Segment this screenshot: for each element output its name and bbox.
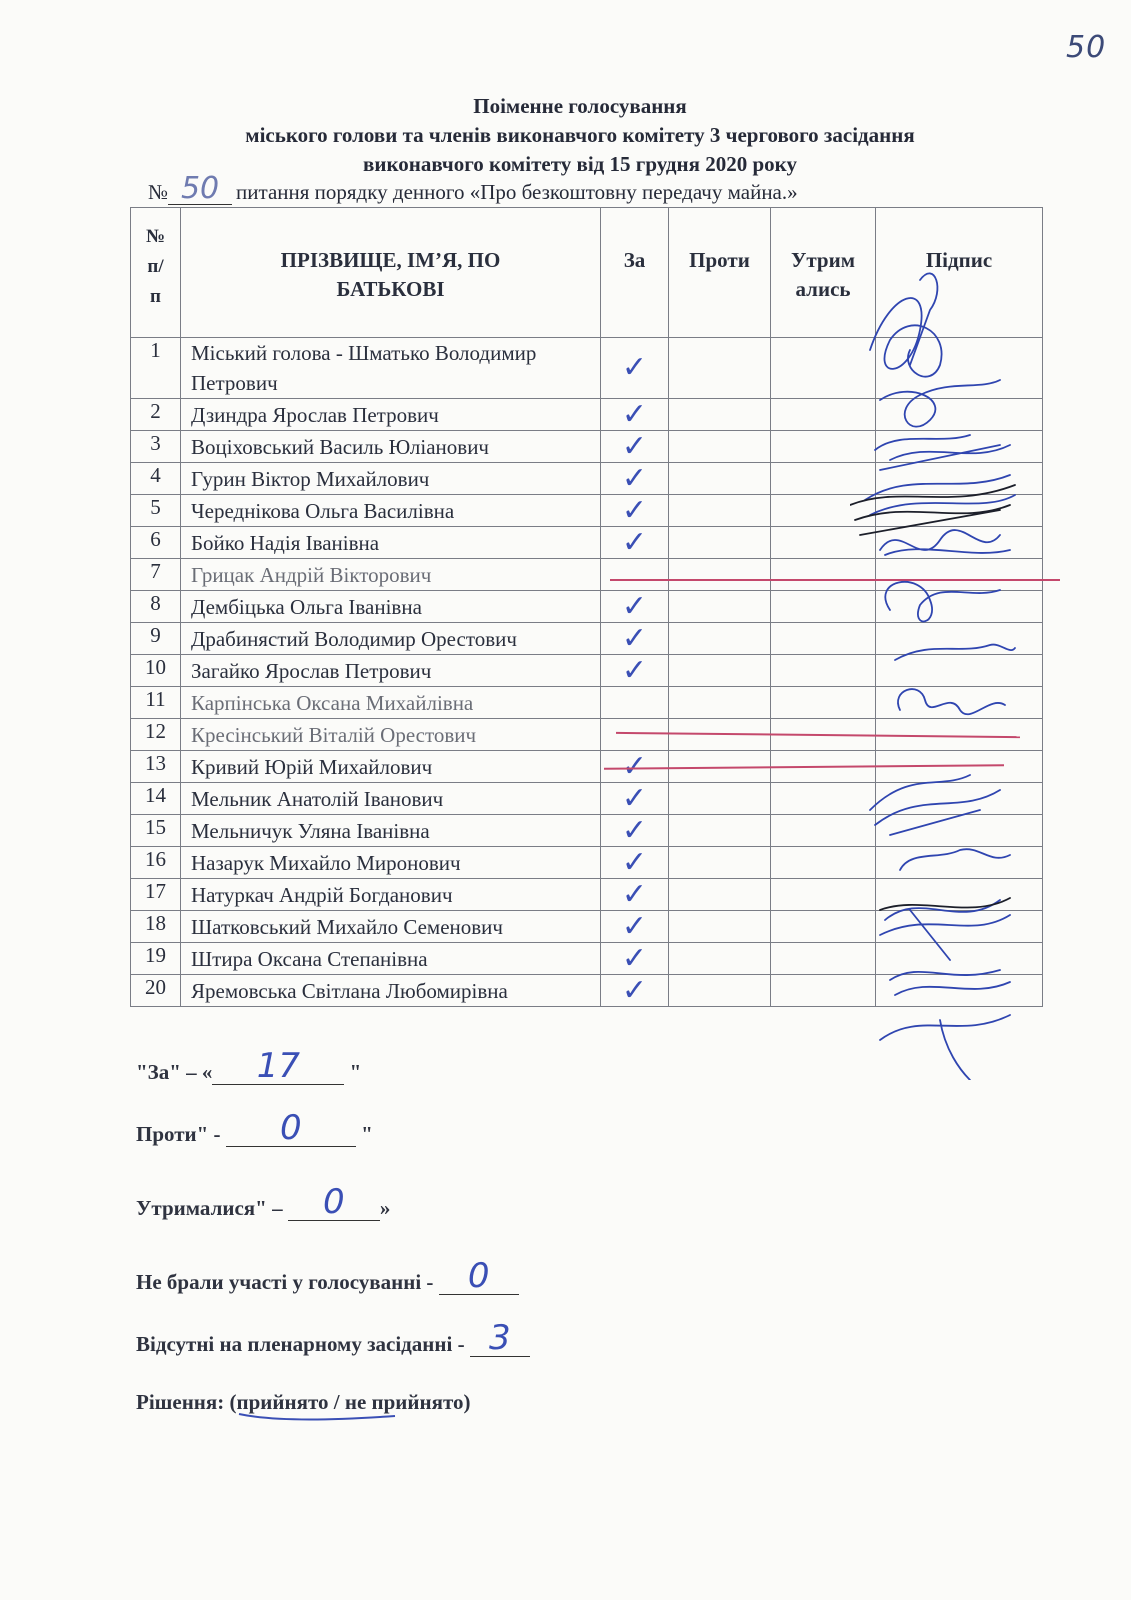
vote-against-cell — [669, 783, 771, 815]
member-name: Дзиндра Ярослав Петрович — [181, 399, 601, 431]
checkmark-icon: ✓ — [621, 812, 648, 848]
member-name: Драбинястий Володимир Орестович — [181, 623, 601, 655]
member-name: Назарук Михайло Миронович — [181, 847, 601, 879]
header-number — [131, 208, 181, 338]
title-line-3: виконавчого комітету від 15 грудня 2020 року — [363, 152, 797, 176]
member-name: Натуркач Андрій Богданович — [181, 879, 601, 911]
vote-for-mark — [601, 972, 669, 1008]
member-name: Карпінська Оксана Михайлівна — [181, 687, 601, 719]
agenda-item-topic: питання порядку денного «Про безкоштовну передачу майна.» — [236, 180, 798, 204]
checkmark-icon: ✓ — [621, 350, 648, 385]
vote-for-mark — [601, 812, 669, 848]
header-abstained-text: Утрим ались — [790, 248, 856, 301]
row-number: 2 — [131, 399, 181, 431]
row-number: 19 — [131, 943, 181, 975]
vote-against-cell — [669, 527, 771, 559]
totals-against-label-end: " — [355, 1122, 373, 1146]
row-number: 16 — [131, 847, 181, 879]
vote-against-cell — [669, 399, 771, 431]
header-number-text: № п/ п — [145, 226, 166, 307]
header-signature: Підпис — [876, 208, 1043, 338]
item-number-prefix: № — [148, 180, 169, 204]
vote-for-mark — [601, 908, 669, 944]
vote-against-cell — [669, 623, 771, 655]
decision-adopted-text: прийнято / н — [236, 1390, 357, 1414]
row-number: 15 — [131, 815, 181, 847]
vote-against-cell — [669, 975, 771, 1007]
checkmark-icon: ✓ — [621, 588, 648, 624]
vote-for-mark — [601, 687, 669, 719]
row-number: 13 — [131, 751, 181, 783]
row-number: 9 — [131, 623, 181, 655]
vote-for-mark — [601, 338, 669, 399]
member-name: Бойко Надія Іванівна — [181, 527, 601, 559]
title-line-2: міського голови та членів виконавчого комітету 3 чергового засідання — [245, 123, 915, 147]
signatures-scribble — [850, 270, 1020, 1080]
vote-against-cell — [669, 687, 771, 719]
checkmark-icon: ✓ — [621, 492, 648, 528]
decision-line — [136, 1390, 470, 1415]
member-name: Кривий Юрій Михайлович — [181, 751, 601, 783]
row-number: 18 — [131, 911, 181, 943]
checkmark-icon: ✓ — [621, 396, 648, 432]
checkmark-icon: ✓ — [621, 844, 648, 880]
row-number: 4 — [131, 463, 181, 495]
checkmark-icon: ✓ — [621, 460, 648, 496]
vote-for-mark — [601, 588, 669, 624]
vote-for-mark — [601, 719, 669, 751]
totals-for-label: "За" – « — [136, 1060, 213, 1084]
vote-against-cell — [669, 431, 771, 463]
member-name: Дембіцька Ольга Іванівна — [181, 591, 601, 623]
decision-adopted-underlined — [237, 1390, 357, 1414]
totals-against — [136, 1108, 373, 1148]
row-number: 17 — [131, 879, 181, 911]
row-number: 12 — [131, 719, 181, 751]
vote-against-cell — [669, 879, 771, 911]
header-for: За — [601, 208, 669, 338]
checkmark-icon: ✓ — [621, 940, 648, 976]
vote-for-mark — [601, 428, 669, 464]
vote-against-cell — [669, 495, 771, 527]
checkmark-icon: ✓ — [621, 780, 648, 816]
row-number: 14 — [131, 783, 181, 815]
totals-absent — [136, 1318, 530, 1358]
totals-not-voting-label: Не брали участі у голосуванні - — [136, 1270, 439, 1294]
checkmark-icon: ✓ — [621, 908, 648, 944]
checkmark-icon: ✓ — [621, 652, 648, 688]
handwritten-underline — [237, 1410, 397, 1424]
member-name: Загайко Ярослав Петрович — [181, 655, 601, 687]
row-number: 10 — [131, 655, 181, 687]
header-full-name: ПРІЗВИЩЕ, ІМ’Я, ПО БАТЬКОВІ — [181, 208, 601, 338]
checkmark-icon: ✓ — [621, 972, 648, 1008]
member-name: Воціховський Василь Юліанович — [181, 431, 601, 463]
row-number: 8 — [131, 591, 181, 623]
document-title — [130, 92, 1030, 179]
vote-for-mark — [601, 524, 669, 560]
totals-for-label-end: " — [344, 1060, 362, 1084]
vote-for-mark — [601, 940, 669, 976]
totals-abstained-value: 0 — [288, 1188, 380, 1221]
vote-against-cell — [669, 847, 771, 879]
checkmark-icon: ✓ — [621, 428, 648, 464]
handwritten-item-number: 50 — [168, 178, 232, 205]
member-name: Гурин Віктор Михайлович — [181, 463, 601, 495]
checkmark-icon: ✓ — [621, 748, 648, 784]
decision-label: Рішення: ( — [136, 1390, 237, 1414]
title-line-1: Поіменне голосування — [473, 94, 687, 118]
row-number: 6 — [131, 527, 181, 559]
vote-for-mark — [601, 652, 669, 688]
row-number: 1 — [131, 338, 181, 399]
vote-for-mark — [601, 780, 669, 816]
totals-abstained-label: Утрималися" – — [136, 1196, 288, 1220]
vote-against-cell — [669, 911, 771, 943]
totals-absent-label: Відсутні на пленарному засіданні - — [136, 1332, 470, 1356]
checkmark-icon: ✓ — [621, 524, 648, 560]
row-number: 11 — [131, 687, 181, 719]
vote-against-cell — [669, 338, 771, 399]
totals-for — [136, 1046, 362, 1086]
vote-against-cell — [669, 559, 771, 591]
member-name: Шатковський Михайло Семенович — [181, 911, 601, 943]
member-name: Штира Оксана Степанівна — [181, 943, 601, 975]
vote-for-mark — [601, 559, 669, 591]
totals-abstained-label-end: » — [379, 1196, 391, 1220]
vote-against-cell — [669, 463, 771, 495]
vote-against-cell — [669, 655, 771, 687]
vote-for-mark — [601, 492, 669, 528]
vote-for-mark — [601, 396, 669, 432]
totals-not-voting-value: 0 — [439, 1262, 519, 1295]
member-name: Міський голова - Шматько Володимир Петрович — [181, 338, 601, 399]
member-name: Мельничук Уляна Іванівна — [181, 815, 601, 847]
agenda-item-line — [148, 171, 798, 206]
decision-rest: е прийнято) — [356, 1390, 471, 1414]
member-name: Мельник Анатолій Іванович — [181, 783, 601, 815]
handwritten-page-number: 50 — [1066, 30, 1107, 65]
vote-against-cell — [669, 943, 771, 975]
row-number: 7 — [131, 559, 181, 591]
vote-for-mark — [601, 876, 669, 912]
totals-against-value: 0 — [226, 1114, 356, 1147]
totals-against-label: Проти" - — [136, 1122, 226, 1146]
checkmark-icon: ✓ — [621, 876, 648, 912]
member-name: Череднікова Ольга Василівна — [181, 495, 601, 527]
vote-for-mark — [601, 460, 669, 496]
vote-for-mark — [601, 620, 669, 656]
row-number: 20 — [131, 975, 181, 1007]
header-against: Проти — [669, 208, 771, 338]
row-number: 3 — [131, 431, 181, 463]
row-number: 5 — [131, 495, 181, 527]
vote-against-cell — [669, 591, 771, 623]
totals-for-value: 17 — [212, 1052, 344, 1085]
member-name: Яремовська Світлана Любомирівна — [181, 975, 601, 1007]
totals-absent-value: 3 — [470, 1324, 530, 1357]
member-name: Грицак Андрій Вікторович — [181, 559, 601, 591]
checkmark-icon: ✓ — [621, 620, 648, 656]
vote-against-cell — [669, 815, 771, 847]
totals-abstained — [136, 1182, 391, 1222]
member-name: Кресінський Віталій Орестович — [181, 719, 601, 751]
vote-for-mark — [601, 844, 669, 880]
totals-not-voting — [136, 1256, 519, 1296]
